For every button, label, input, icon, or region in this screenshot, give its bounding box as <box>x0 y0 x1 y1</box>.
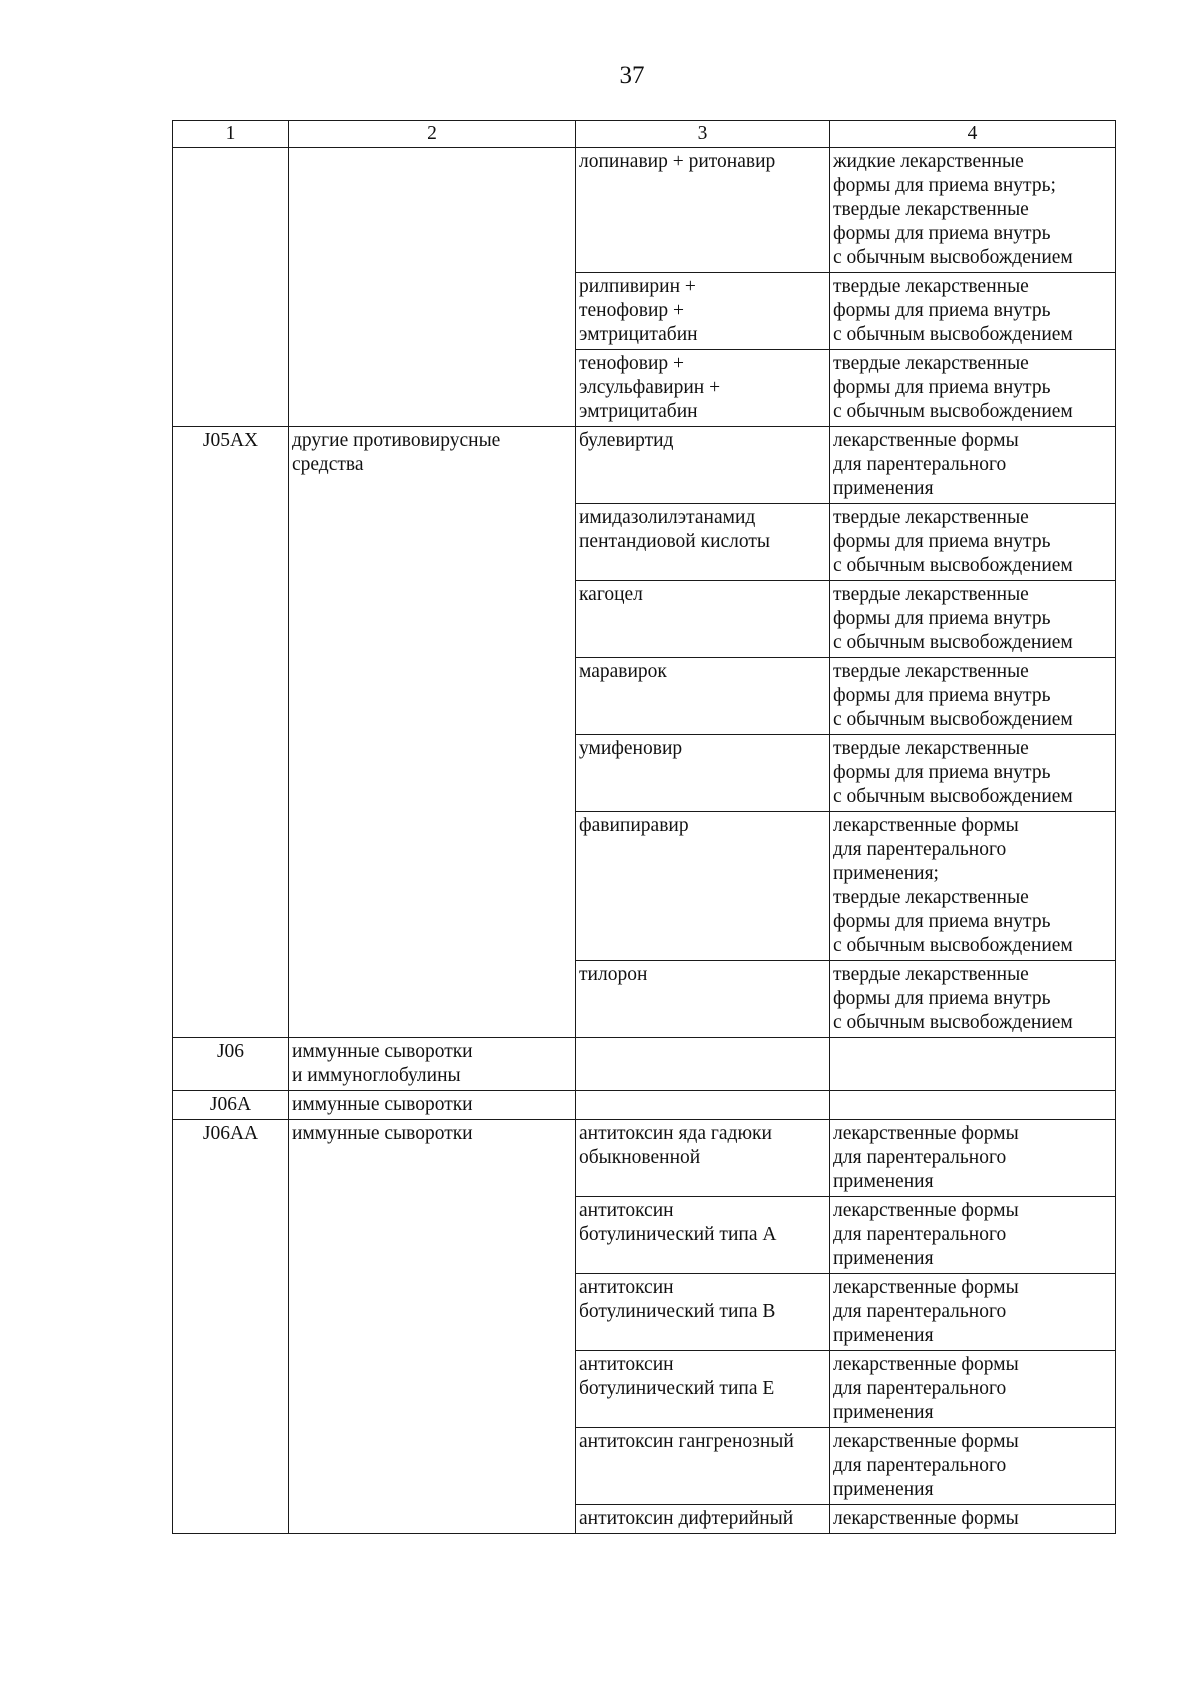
drug-name-cell <box>576 350 830 427</box>
dosage-form-line: применения <box>833 1402 934 1423</box>
dosage-form-line: формы для приема внутрь <box>833 608 1051 629</box>
group-name-cell <box>289 148 576 427</box>
drug-name-cell <box>576 1351 830 1428</box>
dosage-form-line: с обычным высвобождением <box>833 632 1073 653</box>
column-number-4: 4 <box>830 121 1116 148</box>
drug-name-line: эмтрицитабин <box>579 324 698 345</box>
dosage-form-cell <box>830 504 1116 581</box>
drug-name-line: антитоксин <box>579 1277 674 1298</box>
dosage-form-line: формы для приема внутрь <box>833 988 1051 1009</box>
drug-name-cell <box>576 1274 830 1351</box>
dosage-form-line: применения <box>833 1248 934 1269</box>
drug-name-cell <box>576 1428 830 1505</box>
table-row <box>173 1120 1116 1197</box>
dosage-form-line: с обычным высвобождением <box>833 555 1073 576</box>
dosage-form-line: для парентерального <box>833 454 1007 475</box>
dosage-form-cell <box>830 735 1116 812</box>
drug-name-cell <box>576 504 830 581</box>
drug-name-cell <box>576 1038 830 1091</box>
dosage-form-line: формы для приема внутрь <box>833 223 1051 244</box>
atc-code-cell <box>173 148 289 427</box>
table-row <box>173 1038 1116 1091</box>
dosage-form-cell <box>830 1351 1116 1428</box>
drug-name-cell <box>576 1505 830 1534</box>
group-name-cell <box>289 1091 576 1120</box>
drug-name-line: ботулинический типа E <box>579 1378 775 1399</box>
drug-name-line: обыкновенной <box>579 1147 701 1168</box>
dosage-form-line: формы для приема внутрь <box>833 377 1051 398</box>
dosage-form-line: твердые лекарственные <box>833 661 1029 682</box>
drug-name-line: кагоцел <box>579 584 643 605</box>
table-row <box>173 148 1116 273</box>
group-name-cell <box>289 1120 576 1534</box>
dosage-form-cell <box>830 1274 1116 1351</box>
drug-name-line: антитоксин <box>579 1354 674 1375</box>
column-number-3: 3 <box>576 121 830 148</box>
drug-name-cell <box>576 812 830 961</box>
dosage-form-line: лекарственные формы <box>833 1200 1019 1221</box>
page-number: 37 <box>619 62 645 89</box>
dosage-form-cell <box>830 581 1116 658</box>
atc-code-cell: J06 <box>173 1038 289 1091</box>
group-name-line: средства <box>292 454 364 475</box>
dosage-form-line: твердые лекарственные <box>833 353 1029 374</box>
column-number-2: 2 <box>289 121 576 148</box>
table-body <box>173 121 1116 1534</box>
atc-code-cell: J06A <box>173 1091 289 1120</box>
dosage-form-line: с обычным высвобождением <box>833 935 1073 956</box>
drug-name-line: эмтрицитабин <box>579 401 698 422</box>
medicines-table <box>172 120 1116 1534</box>
drug-name-cell <box>576 961 830 1038</box>
dosage-form-cell <box>830 1120 1116 1197</box>
dosage-form-cell <box>830 273 1116 350</box>
dosage-form-line: лекарственные формы <box>833 1431 1019 1452</box>
dosage-form-line: твердые лекарственные <box>833 887 1029 908</box>
dosage-form-line: формы для приема внутрь <box>833 762 1051 783</box>
dosage-form-cell <box>830 427 1116 504</box>
drug-name-line: элсульфавирин + <box>579 377 721 398</box>
group-name-cell <box>289 427 576 1038</box>
drug-name-line: антитоксин <box>579 1200 674 1221</box>
dosage-form-line: лекарственные формы <box>833 430 1019 451</box>
dosage-form-line: лекарственные формы <box>833 815 1019 836</box>
drug-name-line: лопинавир + ритонавир <box>579 151 776 172</box>
column-number-1: 1 <box>173 121 289 148</box>
dosage-form-line: формы для приема внутрь; <box>833 175 1056 196</box>
drug-name-line: умифеновир <box>579 738 683 759</box>
table-row <box>173 1091 1116 1120</box>
drug-name-cell <box>576 658 830 735</box>
dosage-form-cell <box>830 961 1116 1038</box>
drug-name-line: булевиртид <box>579 430 674 451</box>
dosage-form-line: применения <box>833 1325 934 1346</box>
dosage-form-line: применения <box>833 1171 934 1192</box>
dosage-form-line: твердые лекарственные <box>833 276 1029 297</box>
dosage-form-line: применения; <box>833 863 939 884</box>
dosage-form-line: для парентерального <box>833 1378 1007 1399</box>
dosage-form-line: применения <box>833 478 934 499</box>
drug-name-cell <box>576 1120 830 1197</box>
dosage-form-line: жидкие лекарственные <box>833 151 1024 172</box>
dosage-form-line: твердые лекарственные <box>833 584 1029 605</box>
dosage-form-line: с обычным высвобождением <box>833 324 1073 345</box>
dosage-form-cell <box>830 1197 1116 1274</box>
atc-code-cell: J05AX <box>173 427 289 1038</box>
dosage-form-line: с обычным высвобождением <box>833 709 1073 730</box>
dosage-form-line: для парентерального <box>833 1147 1007 1168</box>
dosage-form-line: твердые лекарственные <box>833 738 1029 759</box>
drug-name-cell <box>576 1197 830 1274</box>
drug-name-line: имидазолилэтанамид <box>579 507 756 528</box>
atc-code-cell: J06AA <box>173 1120 289 1534</box>
drug-name-cell <box>576 735 830 812</box>
dosage-form-line: для парентерального <box>833 1455 1007 1476</box>
drug-name-line: антитоксин дифтерийный <box>579 1508 794 1529</box>
drug-name-cell <box>576 1091 830 1120</box>
group-name-line: другие противовирусные <box>292 430 501 451</box>
dosage-form-cell <box>830 1038 1116 1091</box>
table-row <box>173 427 1116 504</box>
dosage-form-line: лекарственные формы <box>833 1508 1019 1529</box>
drug-name-line: антитоксин яда гадюки <box>579 1123 772 1144</box>
dosage-form-line: применения <box>833 1479 934 1500</box>
dosage-form-line: лекарственные формы <box>833 1277 1019 1298</box>
drug-name-cell <box>576 581 830 658</box>
dosage-form-line: формы для приема внутрь <box>833 911 1051 932</box>
dosage-form-cell <box>830 812 1116 961</box>
dosage-form-cell <box>830 350 1116 427</box>
dosage-form-line: для парентерального <box>833 1224 1007 1245</box>
dosage-form-cell <box>830 1091 1116 1120</box>
dosage-form-line: с обычным высвобождением <box>833 1012 1073 1033</box>
dosage-form-line: твердые лекарственные <box>833 964 1029 985</box>
drug-name-cell <box>576 148 830 273</box>
drug-name-line: маравирок <box>579 661 667 682</box>
dosage-form-line: твердые лекарственные <box>833 507 1029 528</box>
dosage-form-cell <box>830 148 1116 273</box>
group-name-cell <box>289 1038 576 1091</box>
drug-name-cell <box>576 273 830 350</box>
dosage-form-line: формы для приема внутрь <box>833 685 1051 706</box>
drug-name-line: фавипиравир <box>579 815 689 836</box>
group-name-line: и иммуноглобулины <box>292 1065 461 1086</box>
drug-name-line: антитоксин гангренозный <box>579 1431 794 1452</box>
dosage-form-cell <box>830 1505 1116 1534</box>
dosage-form-line: лекарственные формы <box>833 1123 1019 1144</box>
drug-name-line: тилорон <box>579 964 648 985</box>
drug-name-line: ботулинический типа A <box>579 1224 777 1245</box>
drug-name-line: тенофовир + <box>579 300 685 321</box>
dosage-form-line: для парентерального <box>833 839 1007 860</box>
group-name-line: иммунные сыворотки <box>292 1094 473 1115</box>
dosage-form-line: твердые лекарственные <box>833 199 1029 220</box>
dosage-form-line: для парентерального <box>833 1301 1007 1322</box>
dosage-form-line: формы для приема внутрь <box>833 300 1051 321</box>
dosage-form-line: с обычным высвобождением <box>833 786 1073 807</box>
drug-name-line: тенофовир + <box>579 353 685 374</box>
group-name-line: иммунные сыворотки <box>292 1041 473 1062</box>
drug-name-cell <box>576 427 830 504</box>
drug-name-line: рилпивирин + <box>579 276 696 297</box>
group-name-line: иммунные сыворотки <box>292 1123 473 1144</box>
dosage-form-cell <box>830 658 1116 735</box>
dosage-form-cell <box>830 1428 1116 1505</box>
drug-name-line: ботулинический типа B <box>579 1301 776 1322</box>
drug-name-line: пентандиовой кислоты <box>579 531 771 552</box>
table-header-row <box>173 121 1116 148</box>
dosage-form-line: с обычным высвобождением <box>833 401 1073 422</box>
dosage-form-line: с обычным высвобождением <box>833 247 1073 268</box>
dosage-form-line: формы для приема внутрь <box>833 531 1051 552</box>
dosage-form-line: лекарственные формы <box>833 1354 1019 1375</box>
